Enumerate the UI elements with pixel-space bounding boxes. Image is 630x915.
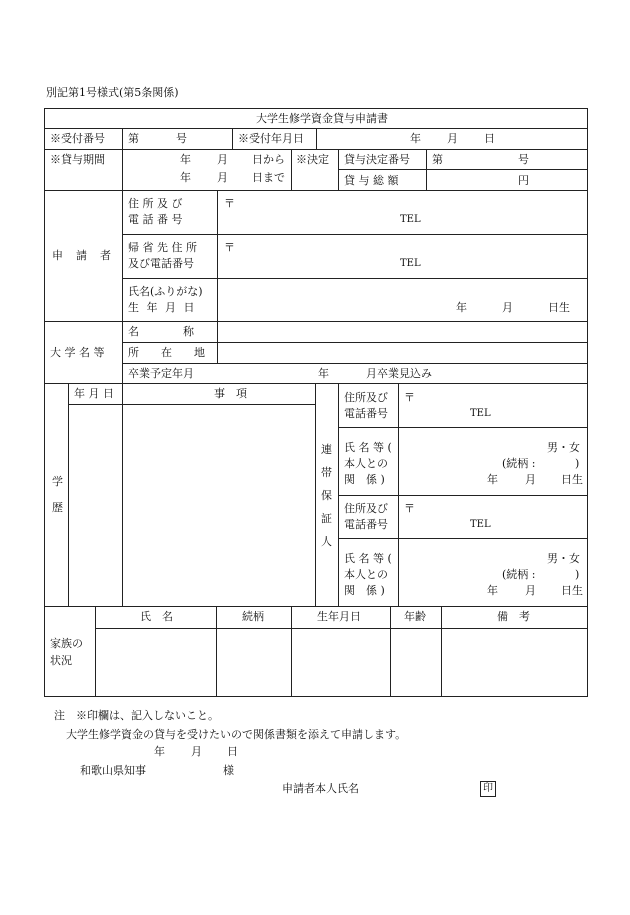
- period-to-year: 年: [180, 171, 191, 184]
- family-label-1: 家族の: [50, 637, 83, 650]
- history-col-date: 年 月 日: [74, 387, 114, 400]
- loan-total-label: 貸 与 総 額: [344, 174, 399, 187]
- receipt-number-label: ※受付番号: [50, 132, 105, 145]
- university-location-label: 所 在 地: [128, 346, 205, 359]
- history-col-item: 事 項: [214, 387, 247, 400]
- form-reference: 別記第1号様式(第5条関係): [46, 86, 179, 99]
- decision-go: 号: [518, 153, 529, 166]
- home-address-label-2: 及び電話番号: [128, 257, 194, 270]
- applicant-label: 申 請 者: [52, 249, 112, 262]
- birth-month: 月: [502, 301, 513, 314]
- guarantor2-address-label-2: 電話番号: [344, 518, 388, 531]
- signature-label: 申請者本人氏名: [282, 782, 359, 795]
- guarantor2-name-label-1: 氏 名 等 (: [344, 552, 392, 565]
- graduation-month: 月卒業見込み: [366, 367, 432, 380]
- graduation-year: 年: [318, 367, 329, 380]
- period-to-suffix: 日まで: [252, 171, 285, 184]
- guarantor2-day: 日生: [561, 584, 583, 597]
- receipt-year: 年: [410, 132, 421, 145]
- application-statement: 大学生修学資金の貸与を受けたいので関係書類を添えて申請します。: [66, 728, 407, 741]
- recipient-governor: 和歌山県知事: [80, 764, 146, 777]
- home-tel: TEL: [400, 258, 421, 269]
- guarantor2-relation-open: (続柄 :: [502, 568, 536, 581]
- birth-day: 日生: [548, 301, 570, 314]
- guarantor2-postal-mark: 〒: [404, 502, 415, 515]
- date-month: 月: [191, 745, 202, 758]
- applicant-address-label-2: 電 話 番 号: [128, 213, 183, 226]
- period-from-year: 年: [180, 153, 191, 166]
- recipient-sama: 様: [223, 764, 234, 777]
- university-name-label: 名 称: [128, 325, 194, 338]
- guarantor1-gender: 男・女: [547, 441, 580, 454]
- guarantor1-relation-open: (続柄 :: [502, 457, 536, 470]
- family-col-birth: 生年月日: [317, 610, 361, 623]
- guarantor2-tel: TEL: [470, 519, 491, 530]
- family-col-remarks: 備 考: [497, 610, 530, 623]
- guarantor1-day: 日生: [561, 473, 583, 486]
- home-address-label-1: 帰 省 先 住 所: [128, 241, 197, 254]
- university-label: 大 学 名 等: [50, 346, 105, 359]
- guarantor2-month: 月: [525, 584, 536, 597]
- period-to-month: 月: [217, 171, 228, 184]
- guarantor2-gender: 男・女: [547, 552, 580, 565]
- guarantor1-relation-close: ): [575, 457, 580, 470]
- receipt-dai: 第: [128, 132, 139, 145]
- family-label-2: 状況: [50, 654, 72, 667]
- guarantor2-address-label-1: 住所及び: [344, 502, 388, 515]
- guarantor1-address-label-1: 住所及び: [344, 391, 388, 404]
- guarantor2-relation-close: ): [575, 568, 580, 581]
- footer-note: 注 ※印欄は、記入しないこと。: [54, 709, 219, 722]
- home-postal-mark: 〒: [224, 241, 235, 254]
- history-label-2: 歴: [52, 501, 63, 514]
- family-col-name: 氏 名: [140, 610, 173, 623]
- family-col-relation: 続柄: [242, 610, 264, 623]
- loan-period-label: ※貸与期間: [50, 153, 105, 166]
- decision-dai: 第: [432, 153, 443, 166]
- birth-year: 年: [456, 301, 467, 314]
- guarantor1-name-label-3: 関 係 ): [344, 473, 385, 486]
- guarantor1-month: 月: [525, 473, 536, 486]
- guarantor2-year: 年: [487, 584, 498, 597]
- seal-mark: 印: [480, 781, 496, 797]
- date-year: 年: [154, 745, 165, 758]
- receipt-month: 月: [447, 132, 458, 145]
- guarantor2-name-label-3: 関 係 ): [344, 584, 385, 597]
- loan-total-yen: 円: [518, 174, 529, 187]
- history-label-1: 学: [52, 475, 63, 488]
- guarantor2-name-label-2: 本人との: [344, 568, 388, 581]
- guarantor1-name-label-1: 氏 名 等 (: [344, 441, 392, 454]
- birthdate-label: 生 年 月 日: [128, 301, 197, 314]
- period-from-month: 月: [217, 153, 228, 166]
- applicant-tel: TEL: [400, 214, 421, 225]
- receipt-date-label: ※受付年月日: [238, 132, 304, 145]
- applicant-postal-mark: 〒: [224, 197, 235, 210]
- form-title: 大学生修学資金貸与申請書: [256, 112, 388, 125]
- guarantor1-postal-mark: 〒: [404, 391, 415, 404]
- guarantor1-tel: TEL: [470, 408, 491, 419]
- period-from-suffix: 日から: [252, 153, 285, 166]
- graduation-label: 卒業予定年月: [128, 367, 194, 380]
- receipt-day: 日: [484, 132, 495, 145]
- family-col-age: 年齢: [404, 610, 426, 623]
- date-day: 日: [227, 745, 238, 758]
- decision-number-label: 貸与決定番号: [344, 153, 410, 166]
- guarantor1-name-label-2: 本人との: [344, 457, 388, 470]
- applicant-address-label-1: 住 所 及 び: [128, 197, 183, 210]
- name-furigana-label: 氏名(ふりがな): [128, 285, 203, 298]
- guarantor1-year: 年: [487, 473, 498, 486]
- receipt-go: 号: [176, 132, 187, 145]
- decision-label: ※決定: [296, 153, 329, 166]
- guarantor1-address-label-2: 電話番号: [344, 407, 388, 420]
